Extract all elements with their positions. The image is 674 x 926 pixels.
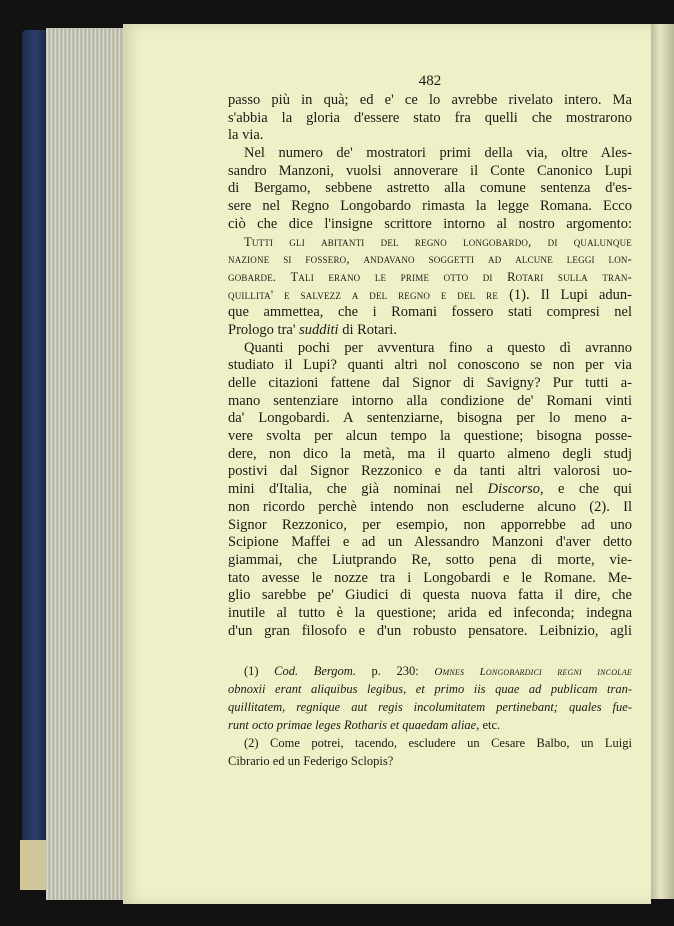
text-line: passo più in quà; ed e' ce lo avrebbe rivelato intero. Ma [228,92,632,108]
footnote-ref-text: (1). Il Lupi adun- [498,286,632,303]
text-line: Signor Rezzonico, per esempio, non apporrebbe ad uno [228,516,632,533]
text-line: non ricordo perchè intendo non escluderne alcuno (2). Il [228,498,632,515]
text-line: s'abbia la gloria d'essere stato fra quelli che mostrarono [228,109,632,126]
text-line: ciò che dice l'insigne scrittore intorno al nostro argomento: [228,215,632,232]
text-line: sandro Manzoni, vuolsi annoverare il Conte Canonico Lupi [228,162,632,179]
quote-line: gobarde. Tali erano le prime otto di Rotari sulla tran- [228,269,632,284]
footnote-1 [228,662,632,680]
italic-term: sudditi [299,321,339,338]
text-line: que ammettea, che i Romani fossero stati compresi nel [228,304,632,321]
text-line: Scipione Maffei e ad un Alessandro Manzoni d'aver detto [228,534,632,551]
body-text [228,92,632,640]
text-line [228,287,632,305]
latin-quote: obnoxii erant aliquibus legibus, et primo iis quae ad publicam tran- [228,682,632,696]
text-line: vere svolta per alcun tempo la questione; bisogna posse- [228,428,632,445]
citation-page: p. 230: [355,664,435,678]
footnote-line [228,698,632,716]
text-line: dere, non dico la metà, ma il quarto almeno degli studj [228,445,632,462]
text-line: studiato il Lupi? quanti altri nol conoscono se non per via [228,357,632,374]
italic-term: Discorso [487,481,540,498]
text-line [228,481,632,499]
text-span: di Rotari. [338,321,397,338]
text-line: inutile al tutto è la questione; arida ed infeconda; indegna [228,604,632,621]
text-line: Quanti pochi per avventura fino a questo dì avranno [244,339,632,356]
text-line: tato avesse le nozze tra i Longobardi e le Romane. Me- [228,569,632,586]
latin-quote: Omnes Longobardici regni incolae [434,666,632,678]
text-line: giammai, che Liutprando Re, sotto pena di morte, vie- [228,551,632,568]
text-line: sere nel Regno Longobardo rimasta la legge Romana. Ecco [228,198,632,215]
text-span: mini d'Italia, che già nominai nel [228,481,474,498]
text-line: mano sentenziare intorno alla condizione de' Romani vinti [228,392,632,409]
quote-text: quillita' e salvezz a del regno e del re [228,287,499,302]
text-line: da' Longobardi. A sentenziarne, bisogna per lo meno a- [228,410,632,427]
footnote-line [228,680,632,698]
page-number: 482 [418,73,442,89]
page-stack-left [46,28,124,900]
text-line: postivi dal Signor Rezzonico e da tanti altri valorosi uo- [228,463,632,480]
page-stack-right [651,24,674,899]
text-span: Prologo tra' [228,321,296,338]
text-line: delle citazioni fattene dal Signor di Savigny? Pur tutti a- [228,375,632,391]
book-cover-edge [22,30,48,890]
footnote-2: (2) Come potrei, tacendo, escludere un Cesare Balbo, un Luigi [244,736,632,750]
text-line: la via. [228,127,264,144]
text-line [228,322,632,340]
quote-line: nazione si fossero, andavano soggetti ad alcune leggi lon- [228,252,632,267]
quote-line: Tutti gli abitanti del regno longobardo, di qualunque [244,234,632,249]
latin-quote: runt octo primae leges Rotharis et quaedam aliae [228,718,477,732]
text-line: di Bergamo, sebbene astretto alla comune sentenza d'es- [228,180,632,197]
text-span: , etc. [476,718,501,732]
footnote-line: Cibrario ed un Federigo Sclopis? [228,754,394,768]
footnote-marker: (1) [244,664,275,678]
latin-quote: quillitatem, regnique aut regis incolumitatem pertinebant; quales fue- [228,700,632,714]
text-span: , e che qui [539,481,633,498]
citation: Cod. Bergom. [274,664,356,678]
text-line: d'un gran filosofo e d'un robusto pensatore. Leibnizio, agli [228,622,632,639]
footnote-line [228,716,632,734]
text-line: glio sarebbe pe' Giudici di questa nuova fatta il dire, che [228,587,632,604]
text-line: Nel numero de' mostratori primi della via, oltre Ales- [244,145,632,162]
footnotes [228,662,632,770]
